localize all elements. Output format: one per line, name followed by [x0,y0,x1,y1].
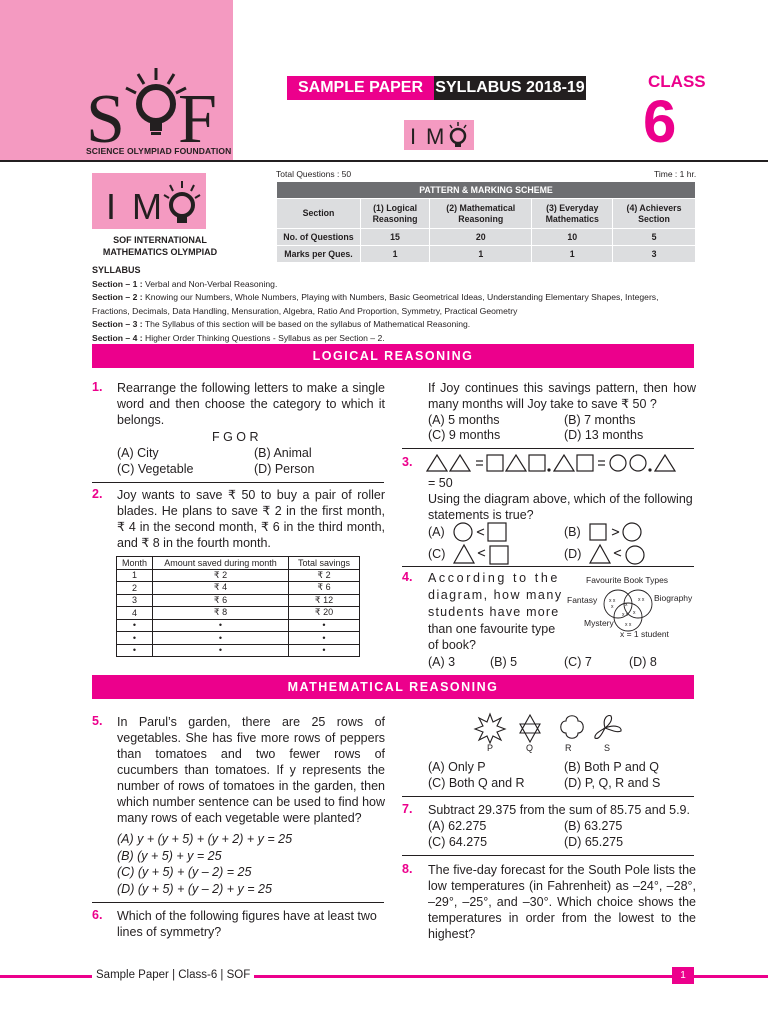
table-row [277,229,696,246]
exam-name-line1: SOF INTERNATIONAL [113,235,207,245]
savings-table [116,556,360,657]
table-cell: ₹ 2 [289,569,360,582]
table-cell: • [117,619,153,632]
figure-label-q: Q [526,743,534,753]
table-cell: 1 [532,246,613,263]
option-a: (A) 3 [428,655,456,669]
header-divider [0,160,768,162]
symmetry-figures [470,712,640,744]
table-row [117,569,360,582]
table-row [277,246,696,263]
exam-full-name [90,234,230,258]
svg-text:x: x [625,602,628,608]
table-cell: • [117,632,153,645]
question-number: 7. [402,802,413,816]
table-cell: ₹ 4 [153,582,289,595]
venn-label-biography: Biography [654,593,693,603]
pattern-header-section: Section [277,199,361,229]
svg-text:I: I [410,124,417,149]
table-row [117,607,360,620]
question-8-text: The five-day forecast for the South Pole lists the low temperatures (in Fahrenheit) as –24°, –28°, –29°, –25°, and –30°. Which choice shows the temperatures in order from the lowest to the highest? [428,863,696,941]
sof-logo [86,60,226,146]
option-b: (B) Animal [254,446,312,460]
table-cell: 15 [361,229,430,246]
option-b: (B) 7 months [564,413,636,427]
pattern-header-achievers: (4) Achievers Section [613,199,696,229]
option-a: (A) City [117,446,159,460]
table-cell: 4 [117,607,153,620]
svg-text:x: x [611,604,614,610]
svg-text:F: F [178,81,217,146]
question-number: 5. [92,714,103,728]
table-cell: • [153,632,289,645]
question-number: 3. [402,455,413,469]
table-row [117,582,360,595]
table-cell: ₹ 20 [289,607,360,620]
figure-label-r: R [565,743,572,753]
svg-text:x x: x x [625,622,632,628]
option-c: (C) 64.275 [428,835,488,849]
syllabus-section-3: Section – 3 : The Syllabus of this section will be based on the syllabus of Mathematical Reasoning. [92,319,471,329]
row-label: Marks per Ques. [277,246,361,263]
option-d: (D) Person [254,462,315,476]
mathematical-reasoning-header: MATHEMATICAL REASONING [92,675,694,699]
figure-label-s: S [604,743,611,753]
svg-text:M: M [426,124,445,149]
question-number: 6. [92,908,103,922]
question-number: 2. [92,487,103,501]
pattern-header-logical: (1) Logical Reasoning [361,199,430,229]
syllabus-block [92,264,698,345]
option-c: (C) 9 months [428,428,501,442]
option-b: (B) Both P and Q [564,760,659,774]
table-cell: 1 [430,246,532,263]
table-cell: • [117,644,153,657]
option-c: (C) (y + 5) + (y – 2) = 25 [117,865,252,879]
table-cell: 3 [117,594,153,607]
row-label: No. of Questions [277,229,361,246]
question-5-text: In Parul’s garden, there are 25 rows of vegetables. She has five more rows of peppers than tomatoes and two fewer rows of cucumbers than tomatoes. If y represents the number of rows of tomatoes in the garden, then which number sentence can be used to find how many rows of each vegetable were planted? [117,715,385,825]
venn-key: x = 1 student [620,629,669,639]
class-label: CLASS [648,72,706,91]
imo-logo-small [404,118,474,150]
total-questions: Total Questions : 50 [276,169,352,179]
question-2-text: Joy wants to save ₹ 50 to buy a pair of roller blades. He plans to save ₹ 2 in the first month, ₹ 4 in the second month, ₹ 6 in the third month, and ₹ 8 in the fourth month. [117,488,385,550]
option-c: (C) Both Q and R [428,776,525,790]
option-a: (A) Only P [428,760,486,774]
table-header: Amount saved during month [153,557,289,570]
table-header: Total savings [289,557,360,570]
table-cell: 3 [613,246,696,263]
question-number: 4. [402,570,413,584]
table-cell: 1 [117,569,153,582]
table-cell: ₹ 12 [289,594,360,607]
question-2-continued: If Joy continues this savings pattern, then how many months will Joy take to save ₹ 50 ? [428,381,696,411]
question-4-text-line1: According to the [428,571,560,585]
table-cell: • [289,644,360,657]
imo-logo [94,175,204,227]
pattern-marking-table [276,181,696,263]
figure-p-icon [475,714,505,743]
pattern-header-everyday: (3) Everyday Mathematics [532,199,613,229]
figure-s-icon [595,716,621,739]
time-allowed: Time : 1 hr. [654,169,697,179]
option-b: (B) 5 [490,655,518,669]
svg-text:x x: x x [609,598,616,604]
table-row [117,594,360,607]
table-cell: ₹ 2 [153,569,289,582]
option-d-figure [588,543,650,565]
option-a: (A) 5 months [428,413,500,427]
venn-label-mystery: Mystery [584,618,614,628]
figure-label-p: P [487,743,494,753]
logical-reasoning-header: LOGICAL REASONING [92,344,694,368]
option-b: (B) [564,525,581,539]
table-cell: 5 [613,229,696,246]
question-number: 1. [92,380,103,394]
figure-r-icon [561,716,584,739]
question-divider [402,448,694,449]
question-7-text: Subtract 29.375 from the sum of 85.75 and 5.9. [428,803,690,817]
question-divider [92,482,384,483]
venn-label-fantasy: Fantasy [567,595,598,605]
option-b: (B) (y + 5) + y = 25 [117,849,222,863]
option-a: (A) y + (y + 5) + (y + 2) + y = 25 [117,832,293,846]
sample-paper-badge: SAMPLE PAPER [287,76,434,100]
syllabus-year-badge: SYLLABUS 2018-19 [434,76,586,100]
option-c: (C) Vegetable [117,462,194,476]
class-number: 6 [643,88,677,155]
syllabus-title: SYLLABUS [92,265,141,275]
equation-result: = 50 [428,476,453,490]
syllabus-section-1: Section – 1 : Verbal and Non-Verbal Reasoning. [92,278,278,289]
table-cell: 1 [361,246,430,263]
option-b: (B) 63.275 [564,819,623,833]
option-a-figure [452,521,512,543]
syllabus-section-4: Section – 4 : Higher Order Thinking Questions - Syllabus as per Section – 2. [92,332,385,343]
svg-text:I: I [106,186,117,227]
table-cell: ₹ 6 [289,582,360,595]
exam-name-line2: MATHEMATICS OLYMPIAD [102,247,218,257]
pattern-header-mathematical: (2) Mathematical Reasoning [430,199,532,229]
question-divider [402,796,694,797]
question-divider [92,902,384,903]
table-cell: 2 [117,582,153,595]
option-d: (D) 13 months [564,428,644,442]
table-row [117,644,360,657]
table-cell: • [289,632,360,645]
option-c: (C) 7 [564,655,592,669]
table-cell: • [153,644,289,657]
question-4-text-line5: of book? [428,638,476,652]
svg-text:x x: x x [638,597,645,603]
question-divider [402,855,694,856]
table-cell: ₹ 6 [153,594,289,607]
question-3-text: Using the diagram above, which of the following statements is true? [428,492,693,522]
footer-text: Sample Paper | Class-6 | SOF [92,969,254,981]
option-b-figure [588,521,648,543]
option-c: (C) [428,547,446,561]
question-4-text-line4: than one favourite type [428,622,556,636]
venn-title: Favourite Book Types [586,575,669,585]
option-d: (D) 65.275 [564,835,624,849]
svg-text:x: x [633,610,636,616]
question-1-text: Rearrange the following letters to make a single word and then choose the category to which it belongs. [117,381,385,427]
table-row [117,632,360,645]
option-d: (D) 8 [629,655,657,669]
question-1-letters: F G O R [212,430,259,444]
option-d: (D) P, Q, R and S [564,776,661,790]
option-a: (A) [428,525,445,539]
question-4-text-line2: diagram, how many [428,588,563,602]
svg-text:x x: x x [622,612,629,618]
pattern-table-title: PATTERN & MARKING SCHEME [277,182,696,199]
question-4-text-line3: students have more [428,605,560,619]
question-number: 8. [402,862,413,876]
table-cell: 20 [430,229,532,246]
option-c-figure [452,543,514,565]
svg-text:M: M [132,186,162,227]
org-tagline: SCIENCE OLYMPIAD FOUNDATION [86,146,232,156]
table-cell: 10 [532,229,613,246]
table-cell: ₹ 8 [153,607,289,620]
table-cell: • [153,619,289,632]
page-number: 1 [672,967,694,984]
question-divider [402,566,694,567]
table-header: Month [117,557,153,570]
option-a: (A) 62.275 [428,819,487,833]
question-6-text: Which of the following figures have at least two lines of symmetry? [117,909,377,939]
shape-equation-diagram [426,452,696,474]
table-row [117,619,360,632]
option-d: (D) (y + 5) + (y – 2) + y = 25 [117,882,272,896]
svg-text:S: S [86,81,125,146]
option-d: (D) [564,547,582,561]
syllabus-section-2: Section – 2 : Knowing our Numbers, Whole Numbers, Playing with Numbers, Basic Geometrical Ideas, Understanding Elementary Shapes, Integers, Fractions, Decimals, Data Handling, Mensuration, Algebra, Ratio And Proportion, Symmetry, Practical Geometry [92,292,659,316]
table-cell: • [289,619,360,632]
